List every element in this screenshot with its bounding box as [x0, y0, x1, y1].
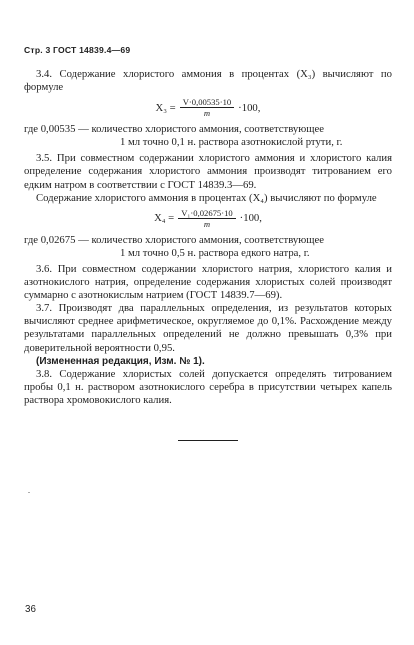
where-3-4-line1: где 0,00535 — количество хлористого аммония, соответствующее [24, 123, 324, 136]
formula-x4-fraction [178, 208, 235, 230]
formula-x3 [24, 97, 392, 119]
formula-x4-rhs: ·100, [239, 212, 262, 225]
paragraph-3-4: 3.4. Содержание хлористого аммония в процентах (X₃) вычисляют по формуле [24, 68, 392, 94]
page-number: 36 [25, 604, 36, 615]
formula-x3-fraction [180, 97, 234, 119]
where-3-4-line2: 1 мл точно 0,1 н. раствора азотнокислой ртути, г. [120, 136, 343, 149]
formula-x4-lhs: X₄ = [154, 212, 175, 225]
paragraph-3-5: 3.5. При совместном содержании хлористого аммония и хлористого калия определение содержания хлористого аммония производят титрованием его едким натром в соответствии с ГОСТ 14839.3—69. [24, 152, 392, 191]
formula-x3-numerator: V·0,00535·10 [182, 97, 232, 108]
paragraph-3-6: 3.6. При совместном содержании хлористого натрия, хлористого калия и азотнокислого натрия, определение содержания хлористых солей производят суммарно с азотнокислым натрием (ГОСТ 14839.7—69). [24, 262, 392, 302]
formula-x4 [24, 208, 392, 230]
document-body [24, 68, 392, 441]
paragraph-3-5-formula-intro: Содержание хлористого аммония в процентах (X₄) вычисляют по формуле [36, 191, 377, 204]
paragraph-3-8: 3.8. Содержание хлористых солей допускается определять титрованием пробы 0,1 н. раствором азотнокислого серебра в присутствии четырех капель раствора хромовокислого калия. [24, 367, 392, 406]
stray-mark: . [28, 486, 30, 495]
formula-x4-denominator: m [203, 218, 211, 229]
amendment-note: (Измененная редакция, Изм. № 1). [36, 355, 205, 367]
formula-x3-denominator: m [203, 108, 211, 119]
where-3-5-line1: где 0,02675 — количество хлористого аммония, соответствующее [24, 233, 324, 246]
formula-x4-numerator: V₁·0,02675·10 [181, 207, 233, 218]
formula-x3-lhs: X₃ = [155, 101, 176, 114]
page-header: Стр. 3 ГОСТ 14839.4—69 [24, 45, 131, 55]
end-divider [178, 440, 238, 441]
where-3-5-line2: 1 мл точно 0,5 н. раствора едкого натра, г. [120, 246, 310, 259]
formula-x3-rhs: ·100, [238, 101, 261, 114]
paragraph-3-7: 3.7. Производят два параллельных определения, из результатов которых вычисляют среднее арифметическое, округляемое до 0,1%. Расхождение между результатами параллельных определений не должно превышать 0,3% при доверительной вероятности 0,95. [24, 302, 392, 354]
